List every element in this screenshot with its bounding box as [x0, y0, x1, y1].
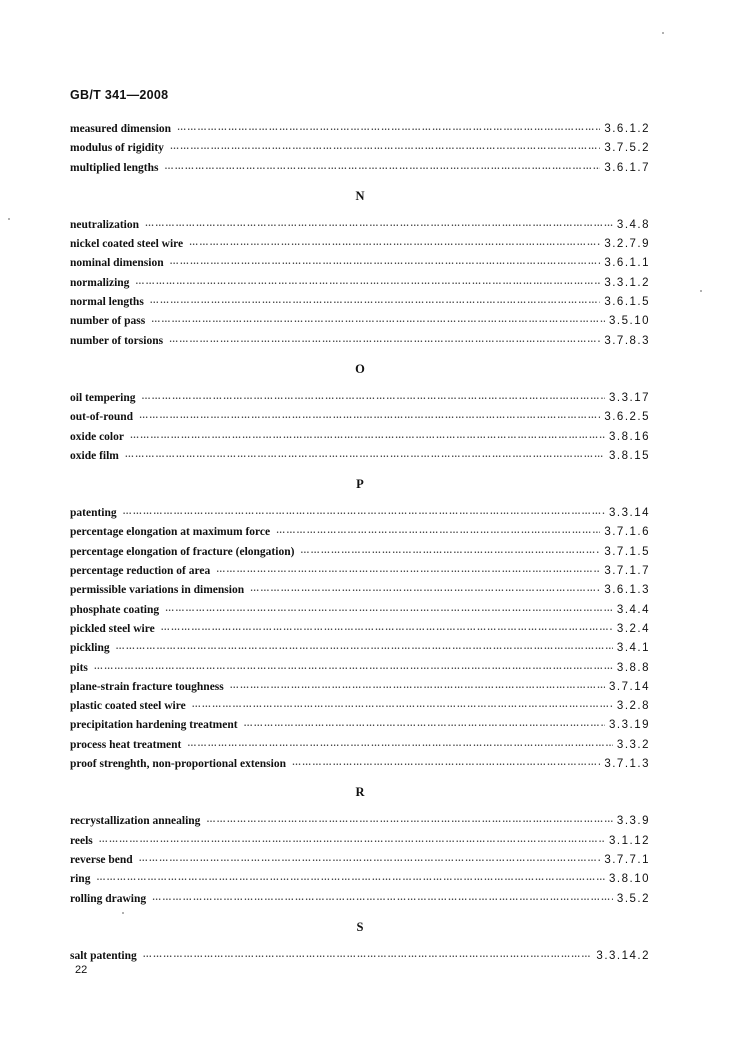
dot-leader: [99, 830, 605, 849]
clause-reference: 3.6.1.1: [604, 257, 650, 270]
index-term: oil tempering: [70, 391, 136, 404]
index-term: multiplied lengths: [70, 161, 159, 174]
dot-leader: [170, 252, 601, 271]
index-term: precipitation hardening treatment: [70, 719, 238, 732]
index-term: number of torsions: [70, 334, 164, 347]
clause-reference: 3.2.4: [616, 622, 650, 635]
dot-leader: [244, 714, 605, 733]
dot-leader: [206, 810, 612, 829]
section-letter-r: R: [355, 785, 365, 800]
dot-leader: [143, 945, 593, 964]
scan-speck: [8, 218, 10, 220]
clause-reference: 3.3.1.2: [604, 276, 650, 289]
page-number: 22: [75, 964, 88, 976]
clause-reference: 3.6.1.7: [604, 161, 650, 174]
clause-reference: 3.7.8.3: [604, 334, 650, 347]
dot-leader: [189, 233, 600, 252]
scan-speck: [122, 912, 124, 914]
dot-leader: [165, 157, 601, 176]
clause-reference: 3.7.14: [609, 680, 650, 693]
dot-leader: [216, 560, 600, 579]
clause-reference: 3.3.9: [616, 815, 650, 828]
index-term: oxide film: [70, 449, 119, 462]
clause-reference: 3.8.16: [609, 430, 650, 443]
clause-reference: 3.4.4: [616, 603, 650, 616]
index-term: pits: [70, 661, 88, 674]
section-letter-n: N: [355, 188, 365, 203]
index-term: normal lengths: [70, 296, 144, 309]
index-term: nickel coated steel wire: [70, 238, 184, 251]
dot-leader: [300, 541, 600, 560]
index-term: percentage elongation at maximum force: [70, 526, 271, 539]
index-term: plastic coated steel wire: [70, 700, 186, 713]
dot-leader: [177, 118, 600, 137]
clause-reference: 3.6.1.5: [604, 296, 650, 309]
section-letter-s: S: [356, 919, 364, 934]
index-term: reverse bend: [70, 853, 133, 866]
dot-leader: [139, 849, 601, 868]
clause-reference: 3.3.14.2: [596, 949, 650, 962]
clause-reference: 3.3.19: [609, 719, 650, 732]
dot-leader: [141, 387, 605, 406]
document-id-header: GB/T 341—2008: [70, 88, 169, 102]
index-term: ring: [70, 873, 91, 886]
dot-leader: [165, 599, 613, 618]
clause-reference: 3.3.17: [609, 391, 650, 404]
scan-speck: [662, 32, 664, 34]
clause-reference: 3.7.1.3: [604, 758, 650, 771]
index-term: process heat treatment: [70, 738, 182, 751]
index-content: [70, 120, 650, 966]
clause-reference: 3.3.2: [616, 738, 650, 751]
dot-leader: [187, 734, 613, 753]
dot-leader: [292, 753, 600, 772]
index-term: salt patenting: [70, 949, 137, 962]
index-term: plane-strain fracture toughness: [70, 680, 224, 693]
index-entry: [70, 332, 650, 351]
dot-leader: [152, 888, 613, 907]
clause-reference: 3.8.15: [609, 449, 650, 462]
index-term: nominal dimension: [70, 257, 164, 270]
dot-leader: [230, 676, 605, 695]
dot-leader: [130, 426, 605, 445]
dot-leader: [123, 502, 605, 521]
clause-reference: 3.2.8: [616, 700, 650, 713]
clause-reference: 3.5.10: [609, 315, 650, 328]
index-entry: [70, 947, 650, 966]
index-term: percentage reduction of area: [70, 565, 211, 578]
index-term: pickled steel wire: [70, 622, 155, 635]
index-term: pickling: [70, 642, 110, 655]
dot-leader: [135, 272, 600, 291]
dot-leader: [150, 291, 601, 310]
index-term: percentage elongation of fracture (elongation): [70, 545, 295, 558]
clause-reference: 3.1.12: [609, 834, 650, 847]
index-entry: [70, 890, 650, 909]
clause-reference: 3.2.7.9: [604, 238, 650, 251]
dot-leader: [151, 310, 605, 329]
index-term: out-of-round: [70, 411, 134, 424]
clause-reference: 3.7.1.7: [604, 565, 650, 578]
dot-leader: [139, 406, 600, 425]
dot-leader: [116, 637, 613, 656]
dot-leader: [192, 695, 613, 714]
index-entry: [70, 447, 650, 466]
index-term: proof strenghth, non-proportional extension: [70, 758, 286, 771]
index-term: patenting: [70, 507, 117, 520]
index-entry: [70, 159, 650, 178]
dot-leader: [96, 868, 605, 887]
clause-reference: 3.7.1.5: [604, 545, 650, 558]
index-term: number of pass: [70, 315, 146, 328]
dot-leader: [169, 330, 600, 349]
index-term: phosphate coating: [70, 603, 160, 616]
dot-leader: [276, 521, 600, 540]
index-term: normalizing: [70, 276, 130, 289]
clause-reference: 3.7.5.2: [604, 142, 650, 155]
index-entry: [70, 755, 650, 774]
clause-reference: 3.7.7.1: [604, 853, 650, 866]
index-term: oxide color: [70, 430, 124, 443]
dot-leader: [94, 657, 613, 676]
clause-reference: 3.6.1.3: [604, 584, 650, 597]
index-term: modulus of rigidity: [70, 142, 164, 155]
dot-leader: [125, 445, 605, 464]
index-term: neutralization: [70, 218, 139, 231]
dot-leader: [170, 137, 600, 156]
clause-reference: 3.3.14: [609, 507, 650, 520]
scan-speck: [700, 290, 702, 292]
clause-reference: 3.8.8: [616, 661, 650, 674]
dot-leader: [161, 618, 613, 637]
clause-reference: 3.8.10: [609, 873, 650, 886]
clause-reference: 3.6.2.5: [604, 411, 650, 424]
dot-leader: [250, 579, 600, 598]
clause-reference: 3.4.1: [616, 642, 650, 655]
section-letter-p: P: [356, 477, 364, 492]
clause-reference: 3.5.2: [616, 892, 650, 905]
index-term: rolling drawing: [70, 892, 147, 905]
index-term: measured dimension: [70, 123, 172, 135]
dot-leader: [145, 214, 613, 233]
clause-reference: 3.4.8: [616, 218, 650, 231]
index-term: reels: [70, 834, 93, 847]
index-term: recrystallization annealing: [70, 815, 201, 828]
section-letter-o: O: [355, 361, 365, 376]
clause-reference: 3.7.1.6: [604, 526, 650, 539]
clause-reference: 3.6.1.2: [604, 123, 650, 135]
index-term: permissible variations in dimension: [70, 584, 245, 597]
